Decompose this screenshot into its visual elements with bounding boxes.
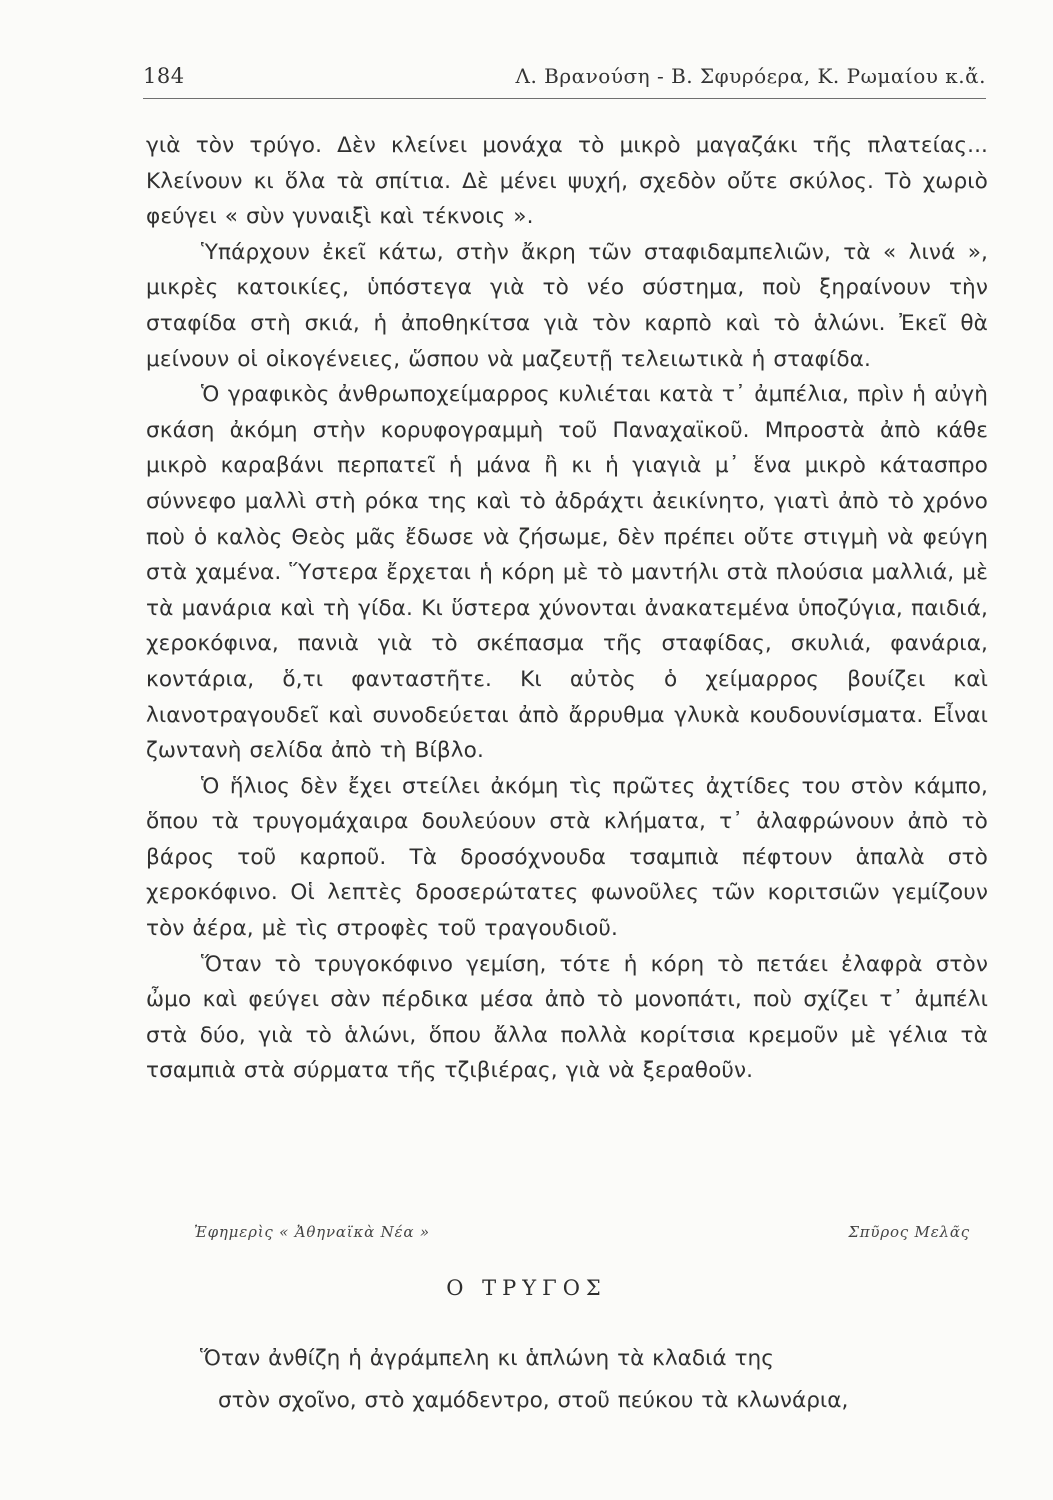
paragraph: Ὅταν τὸ τρυγοκόφινο γεμίση, τότε ἡ κόρη τὸ πετάει ἐλαφρὰ στὸν ὦμο καὶ φεύγει σὰν πέρδικα μέσα ἀπὸ τὸ μονοπάτι, ποὺ σχίζει τ᾽ ἀμπέλι στὰ δύο, γιὰ τὸ ἁλώνι, ὅπου ἄλλα πολλὰ κορίτσια κρεμοῦν μὲ γέλια τὰ τσαμπιὰ στὰ σύρματα τῆς τζιβιέρας, γιὰ νὰ ξεραθοῦν. — [146, 951, 988, 1084]
running-head: Λ. Βρανούση - Β. Σφυρόερα, Κ. Ρωμαίου κ.ἄ. — [515, 64, 986, 88]
poem — [200, 1338, 1000, 1422]
attribution — [146, 1219, 988, 1253]
paragraph: Ὁ γραφικὸς ἀνθρωποχείμαρρος κυλιέται κατὰ τ᾽ ἀμπέλια, πρὶν ἡ αὐγὴ σκάση ἀκόμη στὴν κορυφογραμμὴ τοῦ Παναχαϊκοῦ. Μπροστὰ ἀπὸ κάθε μικρὸ καραβάνι περπατεῖ ἡ μάνα ἢ κι ἡ γιαγιὰ μ᾽ ἕνα μικρὸ κάτασπρο σύννεφο μαλλὶ στὴ ρόκα της καὶ τὸ ἀδράχτι ἀεικίνητο, γιατὶ ἀπὸ τὸ χρόνο ποὺ ὁ καλὸς Θεὸς μᾶς ἔδωσε νὰ ζήσωμε, δὲν πρέπει οὔτε στιγμὴ νὰ φεύγη στὰ χαμένα. Ὕστερα ἔρχεται ἡ κόρη μὲ τὸ μαντήλι στὰ πλούσια μαλλιά, μὲ τὰ μανάρια καὶ τὴ γίδα. Κι ὕστερα χύνονται ἀνακατεμένα ὑποζύγια, παιδιά, χεροκόφινα, πανιὰ γιὰ τὸ σκέπασμα τῆς σταφίδας, σκυλιά, φανάρια, κοντάρια, ὅ,τι φανταστῆτε. Κι αὐτὸς ὁ χείμαρρος βουίζει καὶ λιανοτραγουδεῖ καὶ συνοδεύεται ἀπὸ ἄρρυθμα γλυκὰ κουδουνίσματα. Εἶναι ζωντανὴ σελίδα ἀπὸ τὴ Βίβλο. — [146, 382, 988, 764]
paragraph: Ὁ ἥλιος δὲν ἔχει στείλει ἀκόμη τὶς πρῶτες ἀχτίδες του στὸν κάμπο, ὅπου τὰ τρυγομάχαιρα δουλεύουν στὰ κλήματα, τ᾽ ἀλαφρώνουν ἀπὸ τὸ βάρος τοῦ καρποῦ. Τὰ δροσόχνουδα τσαμπιὰ πέφτουν ἁπαλὰ στὸ χεροκόφινο. Οἱ λεπτὲς δροσερώτατες φωνοῦλες τῶν κοριτσιῶν γεμίζουν τὸν ἀέρα, μὲ τὶς στροφὲς τοῦ τραγουδιοῦ. — [146, 773, 988, 942]
page-number: 184 — [143, 64, 185, 88]
page-header — [143, 62, 986, 99]
body-text — [146, 128, 988, 1089]
paragraph: Ὑπάρχουν ἐκεῖ κάτω, στὴν ἄκρη τῶν σταφιδαμπελιῶν, τὰ « λινά », μικρὲς κατοικίες, ὑπόστεγα γιὰ τὸ νέο σύστημα, ποὺ ξηραίνουν τὴν σταφίδα στὴ σκιά, ἡ ἀποθηκίτσα γιὰ τὸν καρπὸ καὶ τὸ ἁλώνι. Ἐκεῖ θὰ μείνουν οἱ οἰκογένειες, ὥσπου νὰ μαζευτῇ τελειωτικὰ ἡ σταφίδα. — [146, 239, 988, 372]
paragraph: γιὰ τὸν τρύγο. Δὲν κλείνει μονάχα τὸ μικρὸ μαγαζάκι τῆς πλατείας... Κλείνουν κι ὅλα τὰ σπίτια. Δὲ μένει ψυχή, σχεδὸν οὔτε σκύλος. Τὸ χωριὸ φεύγει « σὺν γυναιξὶ καὶ τέκνοις ». — [146, 133, 988, 230]
poem-line: στὸν σχοῖνο, στὸ χαμόδεντρο, στοῦ πεύκου τὰ κλωνάρια, — [218, 1388, 849, 1413]
section-title: Ο ΤΡΥΓΟΣ — [446, 1276, 607, 1300]
author-name: Σπῦρος Μελᾶς — [848, 1223, 970, 1241]
source-citation: Ἐφημερὶς « Ἀθηναϊκὰ Νέα » — [194, 1223, 430, 1241]
poem-line: Ὅταν ἀνθίζη ἡ ἀγράμπελη κι ἁπλώνη τὰ κλαδιά της — [200, 1346, 774, 1371]
